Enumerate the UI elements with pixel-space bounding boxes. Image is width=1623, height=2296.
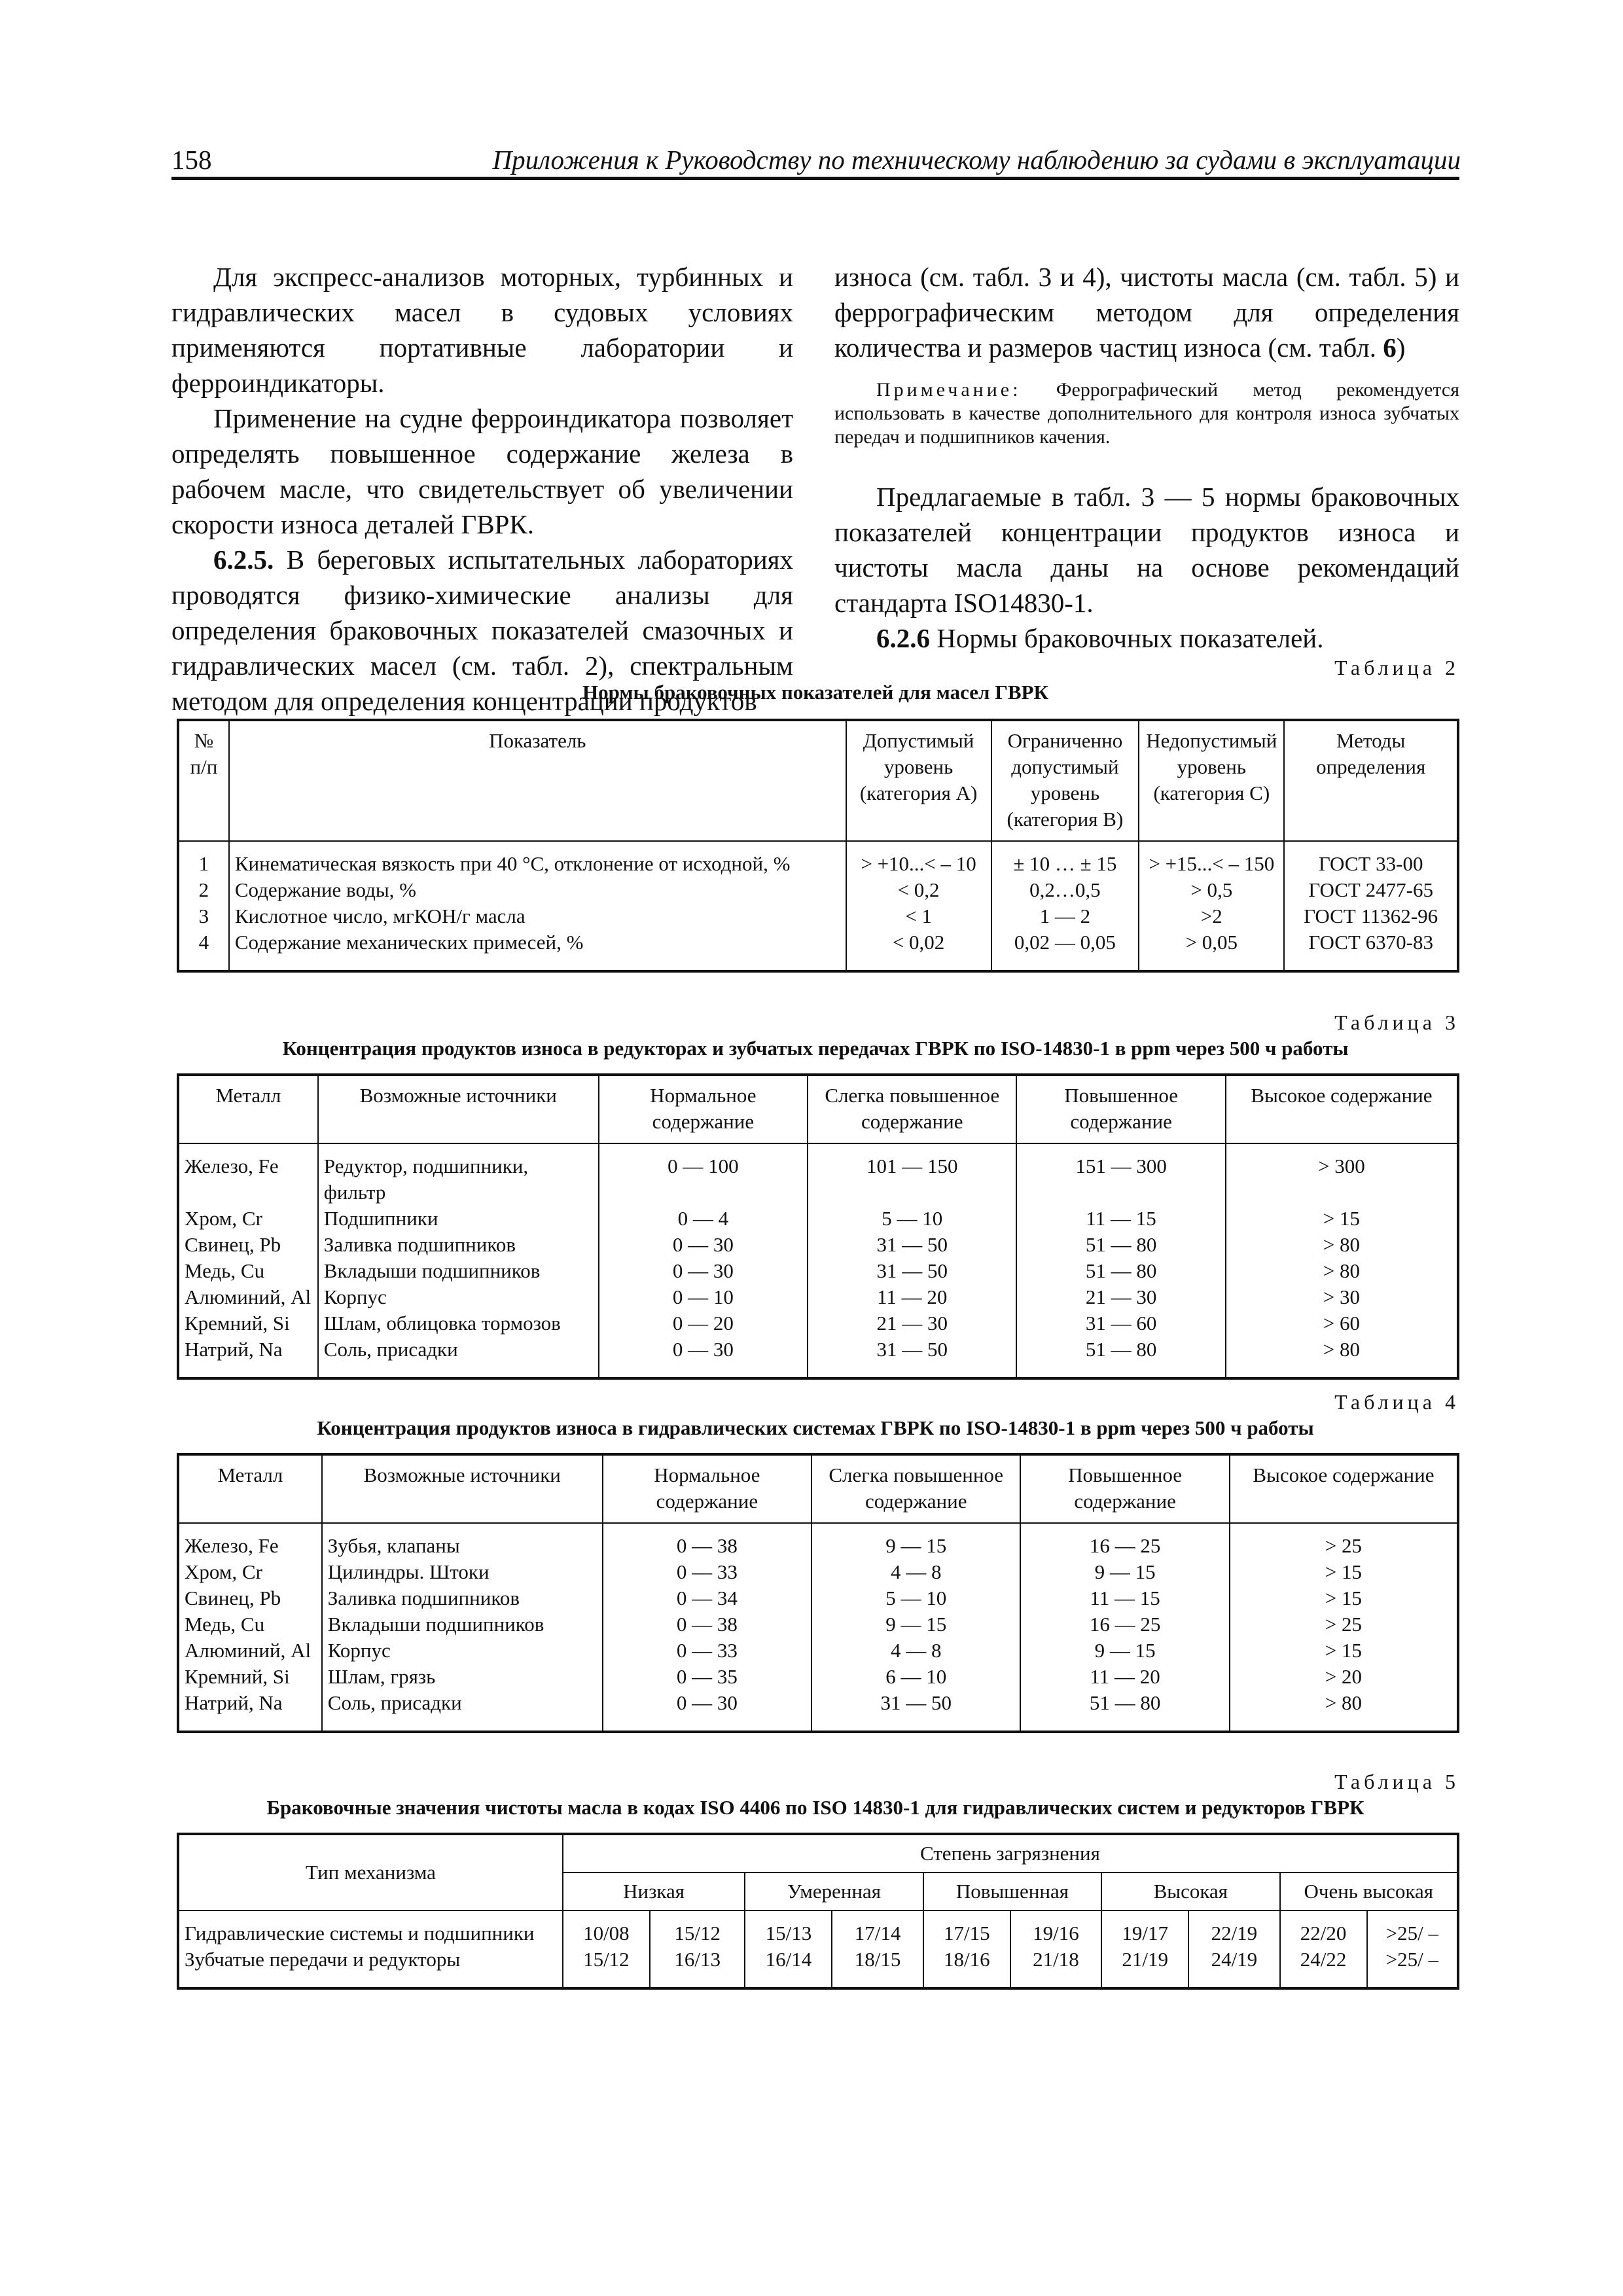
cell: Соль, присадки [322, 1690, 603, 1732]
cell: Вкладыши подшипников [322, 1611, 603, 1638]
cell: 21/19 [1101, 1946, 1188, 1988]
cell: > 15 [1230, 1585, 1458, 1611]
cell: > 60 [1226, 1310, 1458, 1336]
table5 [177, 1833, 1459, 1990]
cell: 31 — 50 [808, 1258, 1016, 1284]
cell: Алюминий, Al [178, 1284, 318, 1310]
paragraph-text: износа (см. табл. 3 и 4), чистоты масла (см. табл. 5) и феррографическим методом для определения количества и размеров частиц износа (см. табл. [834, 262, 1459, 363]
cell: Содержание воды, % [229, 877, 846, 903]
cell: Медь, Cu [178, 1611, 322, 1638]
cell: ГОСТ 2477-65 [1284, 877, 1458, 903]
cell: > 80 [1226, 1336, 1458, 1378]
cell: 0 — 30 [599, 1336, 808, 1378]
cell: 18/16 [923, 1946, 1010, 1988]
cell: Подшипники [318, 1206, 599, 1232]
cell: 4 — 8 [812, 1559, 1020, 1585]
cell: Алюминий, Al [178, 1638, 322, 1664]
cell: 21/18 [1010, 1946, 1101, 1988]
left-column [171, 259, 793, 719]
cell: Свинец, Pb [178, 1232, 318, 1258]
cell: Редуктор, подшипники, фильтр [318, 1143, 599, 1206]
cell: Кислотное число, мгКОН/г масла [229, 903, 846, 929]
cell: 16 — 25 [1020, 1611, 1229, 1638]
cell: Железо, Fe [178, 1523, 322, 1559]
cell: 31 — 50 [808, 1336, 1016, 1378]
header-rule [171, 177, 1459, 180]
table4 [177, 1453, 1459, 1733]
table4-label: Таблица 4 [1334, 1390, 1459, 1414]
cell: 18/15 [832, 1946, 923, 1988]
table-row [178, 1690, 1458, 1732]
cell: > 15 [1230, 1638, 1458, 1664]
table-row [178, 1664, 1458, 1690]
cell: > 80 [1226, 1232, 1458, 1258]
right-column [834, 259, 1459, 656]
cell: Шлам, облицовка тормозов [318, 1310, 599, 1336]
cell: 0 — 38 [603, 1611, 812, 1638]
cell: 21 — 30 [1016, 1284, 1225, 1310]
cell: < 0,2 [846, 877, 991, 903]
col-header-metal: Металл [178, 1075, 318, 1143]
cell: 5 — 10 [812, 1585, 1020, 1611]
cell: Цилиндры. Штоки [322, 1559, 603, 1585]
paragraph-text: Нормы браковочных показателей. [936, 623, 1324, 653]
col-header-elevated: Повышенное содержание [1016, 1075, 1225, 1143]
section-number: 6.2.5. [213, 545, 274, 575]
cell: 31 — 50 [808, 1232, 1016, 1258]
cell: > 80 [1230, 1690, 1458, 1732]
cell: 11 — 15 [1016, 1206, 1225, 1232]
cell: 0 — 35 [603, 1664, 812, 1690]
table-reference: 6 [1383, 332, 1397, 363]
col-header-mechanism-type: Тип механизма [178, 1834, 563, 1910]
table-row [178, 1523, 1458, 1559]
table-row [178, 1336, 1458, 1378]
paragraph-continuation [834, 259, 1459, 365]
cell: 0 — 34 [603, 1585, 812, 1611]
col-header-sources: Возможные источники [318, 1075, 599, 1143]
table-row [178, 1232, 1458, 1258]
col-header-sources: Возможные источники [322, 1454, 603, 1523]
col-header-metal: Металл [178, 1454, 322, 1523]
paragraph-ferroindicator: Применение на судне ферроиндикатора позволяет определять повышенное содержание железа в рабочем масле, что свидетельствует об увеличении скорости износа деталей ГВРК. [171, 403, 793, 539]
cell: Натрий, Na [178, 1336, 318, 1378]
cell: 22/19 [1188, 1910, 1279, 1946]
cell: 51 — 80 [1016, 1336, 1225, 1378]
cell: 11 — 15 [1020, 1585, 1229, 1611]
col-header-contamination-degree: Степень загрязнения [563, 1834, 1458, 1873]
cell: Зубья, клапаны [322, 1523, 603, 1559]
col-header-category-b: Ограниченно допустимый уровень (категория В) [991, 720, 1139, 841]
table-row [178, 1206, 1458, 1232]
cell: Гидравлические системы и подшипники [178, 1910, 563, 1946]
table4-title: Концентрация продуктов износа в гидравлических системах ГВРК по ISO-14830-1 в ppm через 500 ч работы [317, 1416, 1314, 1439]
cell: 151 — 300 [1016, 1143, 1225, 1206]
cell: 24/19 [1188, 1946, 1279, 1988]
running-header: Приложения к Руководству по техническому наблюдению за судами в эксплуатации [492, 145, 1461, 175]
cell: 0 — 38 [603, 1523, 812, 1559]
table-row [178, 1559, 1458, 1585]
cell: < 1 [846, 903, 991, 929]
cell: 3 [178, 903, 229, 929]
cell: Соль, присадки [318, 1336, 599, 1378]
cell: 4 — 8 [812, 1638, 1020, 1664]
cell: 11 — 20 [1020, 1664, 1229, 1690]
cell: > 25 [1230, 1611, 1458, 1638]
paragraph-6-2-6 [834, 620, 1459, 656]
table-row [178, 841, 1458, 877]
cell: < 0,02 [846, 929, 991, 971]
table-row [178, 1611, 1458, 1638]
cell: Зубчатые передачи и редукторы [178, 1946, 563, 1988]
cell: 0 — 4 [599, 1206, 808, 1232]
table2-label: Таблица 2 [1334, 656, 1459, 679]
cell: Вкладыши подшипников [318, 1258, 599, 1284]
table-row [178, 877, 1458, 903]
col-header-indicator: Показатель [229, 720, 846, 841]
cell: 11 — 20 [808, 1284, 1016, 1310]
cell: 24/22 [1280, 1946, 1367, 1988]
cell: > +10...< – 10 [846, 841, 991, 877]
table-row [178, 1585, 1458, 1611]
cell: > 300 [1226, 1143, 1458, 1206]
cell: 51 — 80 [1020, 1690, 1229, 1732]
cell: Натрий, Na [178, 1690, 322, 1732]
table-row [178, 929, 1458, 971]
cell: > 30 [1226, 1284, 1458, 1310]
cell: 15/12 [650, 1910, 745, 1946]
cell: 19/16 [1010, 1910, 1101, 1946]
cell: 4 [178, 929, 229, 971]
table-row [178, 1258, 1458, 1284]
cell: 6 — 10 [812, 1664, 1020, 1690]
cell: 21 — 30 [808, 1310, 1016, 1336]
table3 [177, 1073, 1459, 1380]
note-text: Феррографический метод рекомендуется использовать в качестве дополнительного для контроля износа зубчатых передач и подшипников качения. [834, 379, 1459, 448]
cell: 0 — 20 [599, 1310, 808, 1336]
col-header-category-c: Недопустимый уровень (категория С) [1139, 720, 1284, 841]
cell: > 0,5 [1139, 877, 1284, 903]
cell: 2 [178, 877, 229, 903]
cell: 15/13 [745, 1910, 832, 1946]
cell: 31 — 50 [812, 1690, 1020, 1732]
cell: ГОСТ 33-00 [1284, 841, 1458, 877]
cell: Кремний, Si [178, 1310, 318, 1336]
col-header-normal: Нормальное содержание [603, 1454, 812, 1523]
cell: 22/20 [1280, 1910, 1367, 1946]
note [834, 378, 1459, 449]
cell: > 25 [1230, 1523, 1458, 1559]
note-label: Примечание: [876, 379, 1022, 401]
cell: Шлам, грязь [322, 1664, 603, 1690]
col-header-high: Высокое содержание [1230, 1454, 1458, 1523]
cell: >25/ – [1367, 1946, 1458, 1988]
paragraph-text: В береговых испытательных лабораториях проводятся физико-химические анализы для определения браковочных показателей смазочных и гидравлических масел (см. табл. 2), спектральным методом для определения концентрации продуктов [171, 545, 794, 716]
cell: Кинематическая вязкость при 40 °С, отклонение от исходной, % [229, 841, 846, 877]
cell: 10/08 [563, 1910, 650, 1946]
cell: 0 — 100 [599, 1143, 808, 1206]
table3-label: Таблица 3 [1334, 1011, 1459, 1034]
cell: ГОСТ 6370-83 [1284, 929, 1458, 971]
cell: Хром, Cr [178, 1206, 318, 1232]
cell: 16/13 [650, 1946, 745, 1988]
cell: 31 — 60 [1016, 1310, 1225, 1336]
table-row [178, 1143, 1458, 1206]
cell: 9 — 15 [1020, 1638, 1229, 1664]
cell: 0 — 33 [603, 1559, 812, 1585]
col-header-low: Низкая [563, 1873, 745, 1910]
cell: > 80 [1226, 1258, 1458, 1284]
cell: > 15 [1226, 1206, 1458, 1232]
table5-title: Браковочные значения чистоты масла в кодах ISO 4406 по ISO 14830-1 для гидравлических систем и редукторов ГВРК [266, 1796, 1364, 1819]
cell: 5 — 10 [808, 1206, 1016, 1232]
col-header-very-high: Очень высокая [1280, 1873, 1458, 1910]
section-number: 6.2.6 [876, 623, 930, 653]
page-number: 158 [171, 145, 212, 175]
col-header-slightly-elevated: Слегка повышенное содержание [812, 1454, 1020, 1523]
paragraph-text-end: ) [1396, 332, 1406, 363]
col-header-methods: Методы определения [1284, 720, 1458, 841]
table5-label: Таблица 5 [1334, 1770, 1459, 1793]
cell: Свинец, Pb [178, 1585, 322, 1611]
cell: Железо, Fe [178, 1143, 318, 1206]
cell: 0 — 30 [599, 1258, 808, 1284]
table-row [178, 1910, 1458, 1946]
cell: > 15 [1230, 1559, 1458, 1585]
col-header-slightly-elevated: Слегка повышенное содержание [808, 1075, 1016, 1143]
cell: >25/ – [1367, 1910, 1458, 1946]
cell: Заливка подшипников [318, 1232, 599, 1258]
cell: Заливка подшипников [322, 1585, 603, 1611]
cell: >2 [1139, 903, 1284, 929]
cell: Хром, Cr [178, 1559, 322, 1585]
cell: 51 — 80 [1016, 1258, 1225, 1284]
table3-title: Концентрация продуктов износа в редукторах и зубчатых передачах ГВРК по ISO-14830-1 в ppm через 500 ч работы [282, 1037, 1349, 1060]
cell: 0,02 — 0,05 [991, 929, 1139, 971]
table-row [178, 1310, 1458, 1336]
table-row [178, 903, 1458, 929]
cell: > 20 [1230, 1664, 1458, 1690]
cell: > +15...< – 150 [1139, 841, 1284, 877]
cell: ± 10 … ± 15 [991, 841, 1139, 877]
cell: 0,2…0,5 [991, 877, 1139, 903]
cell: 19/17 [1101, 1910, 1188, 1946]
table2-title: Нормы браковочных показателей для масел ГВРК [582, 681, 1048, 704]
cell: 51 — 80 [1016, 1232, 1225, 1258]
cell: 101 — 150 [808, 1143, 1016, 1206]
cell: Содержание механических примесей, % [229, 929, 846, 971]
cell: 9 — 15 [1020, 1559, 1229, 1585]
table-row [178, 1284, 1458, 1310]
cell: Медь, Cu [178, 1258, 318, 1284]
col-header-number: № п/п [178, 720, 229, 841]
cell: > 0,05 [1139, 929, 1284, 971]
cell: 1 — 2 [991, 903, 1139, 929]
col-header-high: Высокая [1101, 1873, 1279, 1910]
cell: ГОСТ 11362-96 [1284, 903, 1458, 929]
paragraph-express-analysis: Для экспресс-анализов моторных, турбинных и гидравлических масел в судовых условиях применяются портативные лаборатории и ферроиндикаторы. [171, 262, 793, 398]
cell: 16/14 [745, 1946, 832, 1988]
col-header-normal: Нормальное содержание [599, 1075, 808, 1143]
table-row [178, 1946, 1458, 1988]
col-header-category-a: Допустимый уровень (категория А) [846, 720, 991, 841]
cell: Кремний, Si [178, 1664, 322, 1690]
cell: 0 — 33 [603, 1638, 812, 1664]
col-header-elevated: Повышенное содержание [1020, 1454, 1229, 1523]
cell: 0 — 30 [603, 1690, 812, 1732]
col-header-elevated: Повышенная [923, 1873, 1101, 1910]
cell: 0 — 30 [599, 1232, 808, 1258]
cell: 9 — 15 [812, 1523, 1020, 1559]
table-row [178, 1638, 1458, 1664]
col-header-high: Высокое содержание [1226, 1075, 1458, 1143]
cell: 17/15 [923, 1910, 1010, 1946]
cell: Корпус [322, 1638, 603, 1664]
cell: 0 — 10 [599, 1284, 808, 1310]
cell: 17/14 [832, 1910, 923, 1946]
table2 [177, 719, 1459, 973]
cell: Корпус [318, 1284, 599, 1310]
cell: 16 — 25 [1020, 1523, 1229, 1559]
paragraph-norms: Предлагаемые в табл. 3 — 5 нормы браковочных показателей концентрации продуктов износа и чистоты масла даны на основе рекомендаций стандарта ISO14830-1. [834, 482, 1459, 618]
cell: 9 — 15 [812, 1611, 1020, 1638]
cell: 1 [178, 841, 229, 877]
col-header-moderate: Умеренная [745, 1873, 923, 1910]
cell: 15/12 [563, 1946, 650, 1988]
